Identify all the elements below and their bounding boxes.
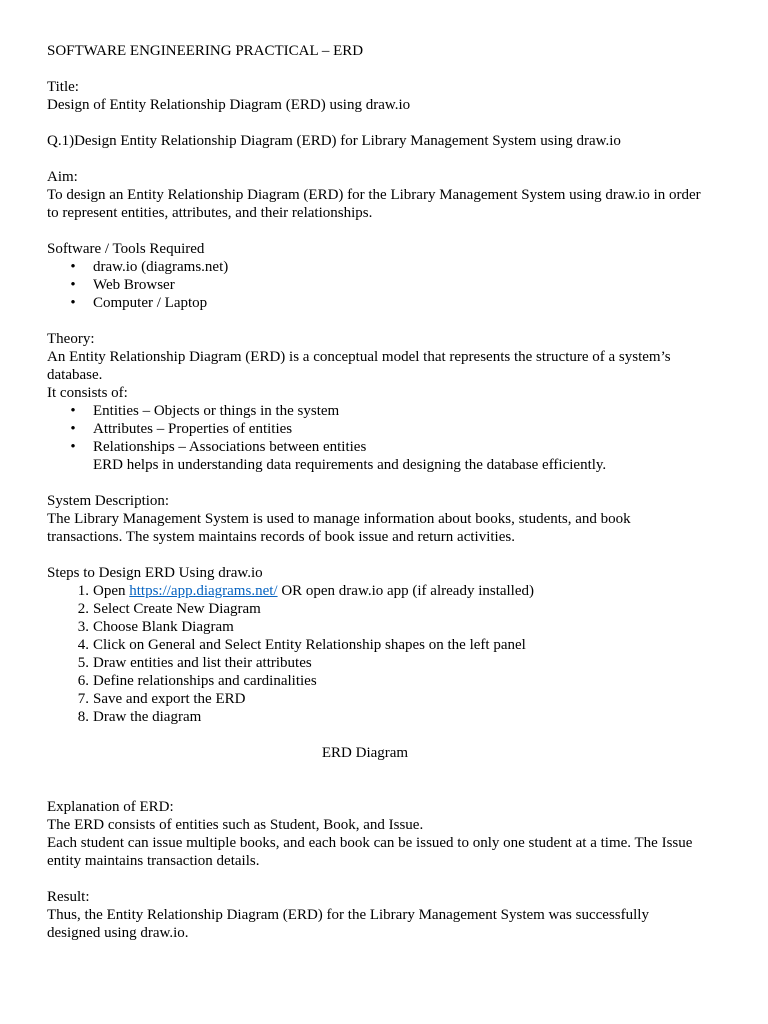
bullet-icon: • <box>70 295 76 311</box>
question-text: Q.1)Design Entity Relationship Diagram (ERD) for Library Management System using draw.io <box>47 133 621 149</box>
bullet-icon: • <box>70 421 76 437</box>
theory-label: Theory: <box>47 331 95 347</box>
step-item: 7. Save and export the ERD <box>47 690 737 708</box>
consists-list <box>47 402 737 456</box>
diagrams-net-link[interactable]: https://app.diagrams.net/ <box>129 583 278 599</box>
step-item: 3. Choose Blank Diagram <box>47 618 737 636</box>
step-number: 8. <box>77 709 89 725</box>
step-number: 5. <box>77 655 89 671</box>
step-item: 2. Select Create New Diagram <box>47 600 737 618</box>
software-list-item: • draw.io (diagrams.net) <box>47 258 737 276</box>
erd-diagram-caption: ERD Diagram <box>321 745 409 761</box>
explanation-line-1: The ERD consists of entities such as Student, Book, and Issue. <box>47 817 424 833</box>
bullet-icon: • <box>70 403 76 419</box>
consists-label: It consists of: <box>47 385 128 401</box>
explanation-label: Explanation of ERD: <box>47 799 174 815</box>
explanation-line-3: entity maintains transaction details. <box>47 853 260 869</box>
aim-text-line-1: To design an Entity Relationship Diagram (ERD) for the Library Management System using draw.io in order <box>47 187 701 203</box>
step-number: 2. <box>77 601 89 617</box>
software-label: Software / Tools Required <box>47 241 205 257</box>
document-heading: SOFTWARE ENGINEERING PRACTICAL – ERD <box>47 43 364 59</box>
consists-note: ERD helps in understanding data requirements and designing the database efficiently. <box>93 457 607 473</box>
system-description-label: System Description: <box>47 493 170 509</box>
step-number: 4. <box>77 637 89 653</box>
bullet-icon: • <box>70 277 76 293</box>
document-page <box>47 42 737 942</box>
software-list-item: • Computer / Laptop <box>47 294 737 312</box>
steps-list <box>47 582 737 726</box>
step-item: 1. Open https://app.diagrams.net/ OR open draw.io app (if already installed) <box>47 582 737 600</box>
theory-text-line-1: An Entity Relationship Diagram (ERD) is a conceptual model that represents the structure of a system’s <box>47 349 671 365</box>
step-number: 7. <box>77 691 89 707</box>
step-number: 1. <box>77 583 89 599</box>
consists-list-item: • Relationships – Associations between entities <box>47 438 737 456</box>
bullet-icon: • <box>70 259 76 275</box>
step-number: 3. <box>77 619 89 635</box>
result-line-1: Thus, the Entity Relationship Diagram (ERD) for the Library Management System was successfully <box>47 907 649 923</box>
step-number: 6. <box>77 673 89 689</box>
aim-label: Aim: <box>47 169 78 185</box>
system-description-line-1: The Library Management System is used to manage information about books, students, and book <box>47 511 631 527</box>
software-list-item: • Web Browser <box>47 276 737 294</box>
result-line-2: designed using draw.io. <box>47 925 189 941</box>
software-list <box>47 258 737 312</box>
aim-text-line-2: to represent entities, attributes, and their relationships. <box>47 205 373 221</box>
bullet-icon: • <box>70 439 76 455</box>
consists-list-item: • Attributes – Properties of entities <box>47 420 737 438</box>
theory-text-line-2: database. <box>47 367 103 383</box>
title-label: Title: <box>47 79 79 95</box>
steps-label: Steps to Design ERD Using draw.io <box>47 565 263 581</box>
step-item: 5. Draw entities and list their attributes <box>47 654 737 672</box>
explanation-line-2: Each student can issue multiple books, and each book can be issued to only one student at a time. The Issue <box>47 835 693 851</box>
system-description-line-2: transactions. The system maintains records of book issue and return activities. <box>47 529 515 545</box>
consists-list-item: • Entities – Objects or things in the system <box>47 402 737 420</box>
result-label: Result: <box>47 889 90 905</box>
title-text: Design of Entity Relationship Diagram (ERD) using draw.io <box>47 97 411 113</box>
step-item: 4. Click on General and Select Entity Relationship shapes on the left panel <box>47 636 737 654</box>
step-item: 6. Define relationships and cardinalities <box>47 672 737 690</box>
step-item: 8. Draw the diagram <box>47 708 737 726</box>
